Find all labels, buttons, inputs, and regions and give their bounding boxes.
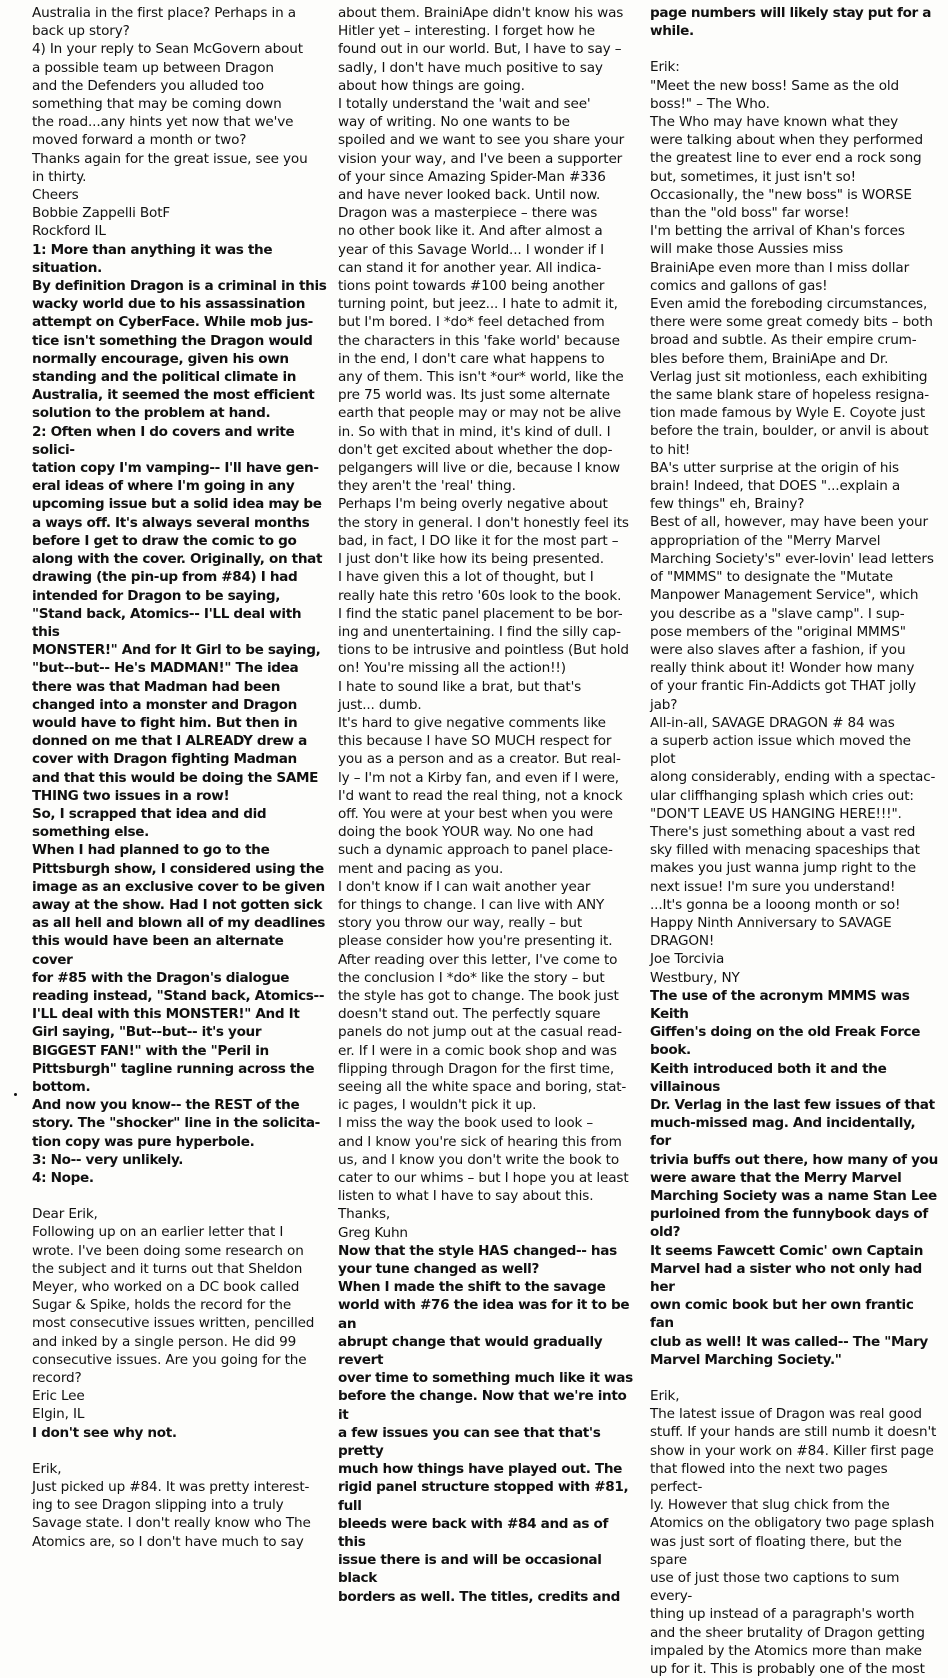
paragraph-spacer <box>32 1187 328 1205</box>
editor-response: Now that the style HAS changed-- has your tune changed as well? When I made the shift to the savage world with #76 the idea was for it to be an abrupt change that would gradually revert over time to something much like it was before the change. Now that we're into it a few issues you can see that that's pretty much how things have played out. The rigid panel structure stopped with #81, full bleeds were back with #84 and as of this issue there is and will be occasional black borders as well. The titles, credits and <box>338 1242 633 1605</box>
paragraph-spacer <box>650 1369 940 1387</box>
column-right <box>650 4 940 1678</box>
paragraph-spacer <box>32 1442 328 1460</box>
reader-letter: about them. BrainiApe didn't know his was Hitler yet – interesting. I forget how he found out in our world. But, I have to say – sadly, I don't have much positive to say about how things are going. I totally understand the 'wait and see' way of writing. No one wants to be spoiled and we want to see you share your vision your way, and I've been a supporter of your since Amazing Spider-Man #336 and have never looked back. Until now. Dragon was a masterpiece – there was no other book like it. And after almost a year of this Savage World... I wonder if I can stand it for another year. All indica- tions point towards #100 being another turning point, but jeez... I hate to admit it, but I'm bored. I *do* feel detached from the characters in this 'fake world' because in the end, I don't care what happens to any of them. This isn't *our* world, like the pre 75 world was. Its just some alternate earth that people may or may not be alive in. So with that in mind, it's kind of dull. I don't get excited about whether the dop- pelgangers will live or die, because I know they aren't the 'real' thing. Perhaps I'm being overly negative about the story in general. I don't honestly feel its bad, in fact, I DO like it for the most part – I just don't like how its being presented. I have given this a lot of thought, but I really hate this retro '60s look to the book. I find the static panel placement to be bor- ing and unentertaining. I find the silly cap- tions to be intrusive and pointless (But hold on! You're missing all the action!!) I hate to sound like a brat, but that's just... dumb. It's hard to give negative comments like this because I have SO MUCH respect for you as a person and as a creator. But real- ly – I'm not a Kirby fan, and even if I were, I'd want to read the real thing, not a knock off. You were at your best when you were doing the book YOUR way. No one had such a dynamic approach to panel place- ment and pacing as you. I don't know if I can wait another year for things to change. I can live with ANY story you throw our way, really – but please consider how you're presenting it. After reading over this letter, I've come to the conclusion I *do* like the story – but the style has got to change. The book just doesn't stand out. The perfectly square panels do not jump out at the casual read- er. If I were in a comic book shop and was flipping through Dragon for the first time, seeing all the white space and boring, stat- ic pages, I wouldn't pick it up. I miss the way the book used to look – and I know you're sick of hearing this from us, and I know you don't write the book to cater to our whims – but I hope you at least listen to what I have to say about this. Thanks, Greg Kuhn <box>338 5 629 1241</box>
paragraph-spacer <box>650 40 940 58</box>
margin-speck <box>14 1093 17 1096</box>
reader-letter: Erik, Just picked up #84. It was pretty interest- ing to see Dragon slipping into a truly Savage state. I don't really know who The Atomics are, so I don't have much to say <box>32 1460 311 1550</box>
column-middle <box>338 4 634 1605</box>
editor-response: I don't see why not. <box>32 1424 177 1441</box>
reader-letter: Australia in the first place? Perhaps in a back up story? 4) In your reply to Sean McGovern about a possible team up between Dragon and the Defenders you alluded too something that may be coming down the road...any hints yet now that we've moved forward a month or two? Thanks again for the great issue, see you in thirty. Cheers Bobbie Zappelli BotF Rockford IL <box>32 5 308 240</box>
column-left <box>32 4 328 1550</box>
editor-response: page numbers will likely stay put for a while. <box>650 5 932 40</box>
reader-letter: Erik: "Meet the new boss! Same as the old boss!" – The Who. The Who may have known what they were talking about when they performed the greatest line to ever end a rock song but, sometimes, it just isn't so! Occasionally, the "new boss" is WORSE than the "old boss" far worse! I'm betting the arrival of Khan's forces will make those Aussies miss BrainiApe even more than I miss dollar comics and gallons of gas! Even amid the foreboding circumstances, there were some great comedy bits – both broad and subtle. As their empire crum- bles before them, BrainiApe and Dr. Verlag just sit motionless, each exhibiting the same blank stare of hopeless resigna- tion made famous by Wyle E. Coyote just before the train, boulder, or anvil is about to hit! BA's utter surprise at the origin of his brain! Indeed, that DOES "...explain a few things" eh, Brainy? Best of all, however, may have been your appropriation of the "Merry Marvel Marching Society's" ever-lovin' lead letters of "MMMS" to designate the "Mutate Manpower Management Service", which you describe as a "slave camp". I sup- pose members of the "original MMMS" were also slaves after a fashion, if you really think about it! Wonder how many of your frantic Fin-Addicts got THAT jolly jab? All-in-all, SAVAGE DRAGON # 84 was a superb action issue which moved the plot along considerably, ending with a spectac- ular cliffhanging splash which cries out: "DON'T LEAVE US HANGING HERE!!!". There's just something about a vast red sky filled with menacing spaceships that makes you just wanna jump right to the next issue! I'm sure you understand! ...It's gonna be a looong month or so! Happy Ninth Anniversary to SAVAGE DRAGON! Joe Torcivia Westbury, NY <box>650 59 936 986</box>
editor-response: The use of the acronym MMMS was Keith Giffen's doing on the old Freak Force book. Keith introduced both it and the villainous Dr. Verlag in the last few issues of that much-missed mag. And incidentally, for trivia buffs out there, how many of you were aware that the Merry Marvel Marching Society was a name Stan Lee purloined from the funnybook days of old? It seems Fawcett Comic' own Captain Marvel had a sister who not only had her own comic book but her own frantic fan club as well! It was called-- The "Mary Marvel Marching Society." <box>650 987 938 1368</box>
reader-letter: Erik, The latest issue of Dragon was real good stuff. If your hands are still numb it doesn't show in your work on #84. Killer first page that flowed into the next two pages perfect- ly. However that slug chick from the Atomics on the obligatory two page splash was just sort of floating there, but the spare use of just those two captions to sum every- thing up instead of a paragraph's worth and the sheer brutality of Dragon getting impaled by the Atomics more than make up for it. This is probably one of the most <box>650 1388 937 1678</box>
reader-letter: Dear Erik, Following up on an earlier letter that I wrote. I've been doing some research on the subject and it turns out that Sheldon Meyer, who worked on a DC book called Sugar & Spike, holds the record for the most consecutive issues written, pencilled and inked by a single person. He did 99 consecutive issues. Are you going for the record? Eric Lee Elgin, IL <box>32 1206 315 1423</box>
editor-response: 1: More than anything it was the situation. By definition Dragon is a criminal in this wacky world due to his assassination attempt on CyberFace. While mob jus- tice isn't something the Dragon would normally encourage, given his own standing and the political climate in Australia, it seemed the most efficient solution to the problem at hand. 2: Often when I do covers and write solici- tation copy I'm vamping-- I'll have gen- eral ideas of where I'm going in any upcoming issue but a solid idea may be a ways off. It's always several months before I get to draw the comic to go along with the cover. Originally, on that drawing (the pin-up from #84) I had intended for Dragon to be saying, "Stand back, Atomics-- I'LL deal with this MONSTER!" And for It Girl to be saying, "but--but-- He's MADMAN!" The idea there was that Madman had been changed into a monster and Dragon would have to fight him. But then in donned on me that I ALREADY drew a cover with Dragon fighting Madman and that this would be doing the SAME THING two issues in a row! So, I scrapped that idea and did something else. When I had planned to go to the Pittsburgh show, I considered using the image as an exclusive cover to be given away at the show. Had I not gotten sick as all hell and blown all of my deadlines this would have been an alternate cover for #85 with the Dragon's dialogue reading instead, "Stand back, Atomics-- I'LL deal with this MONSTER!" And It Girl saying, "But--but-- it's your BIGGEST FAN!" with the "Peril in Pittsburgh" tagline running across the bottom. And now you know-- the REST of the story. The "shocker" line in the solicita- tion copy was pure hyperbole. 3: No-- very unlikely. 4: Nope. <box>32 241 327 1186</box>
